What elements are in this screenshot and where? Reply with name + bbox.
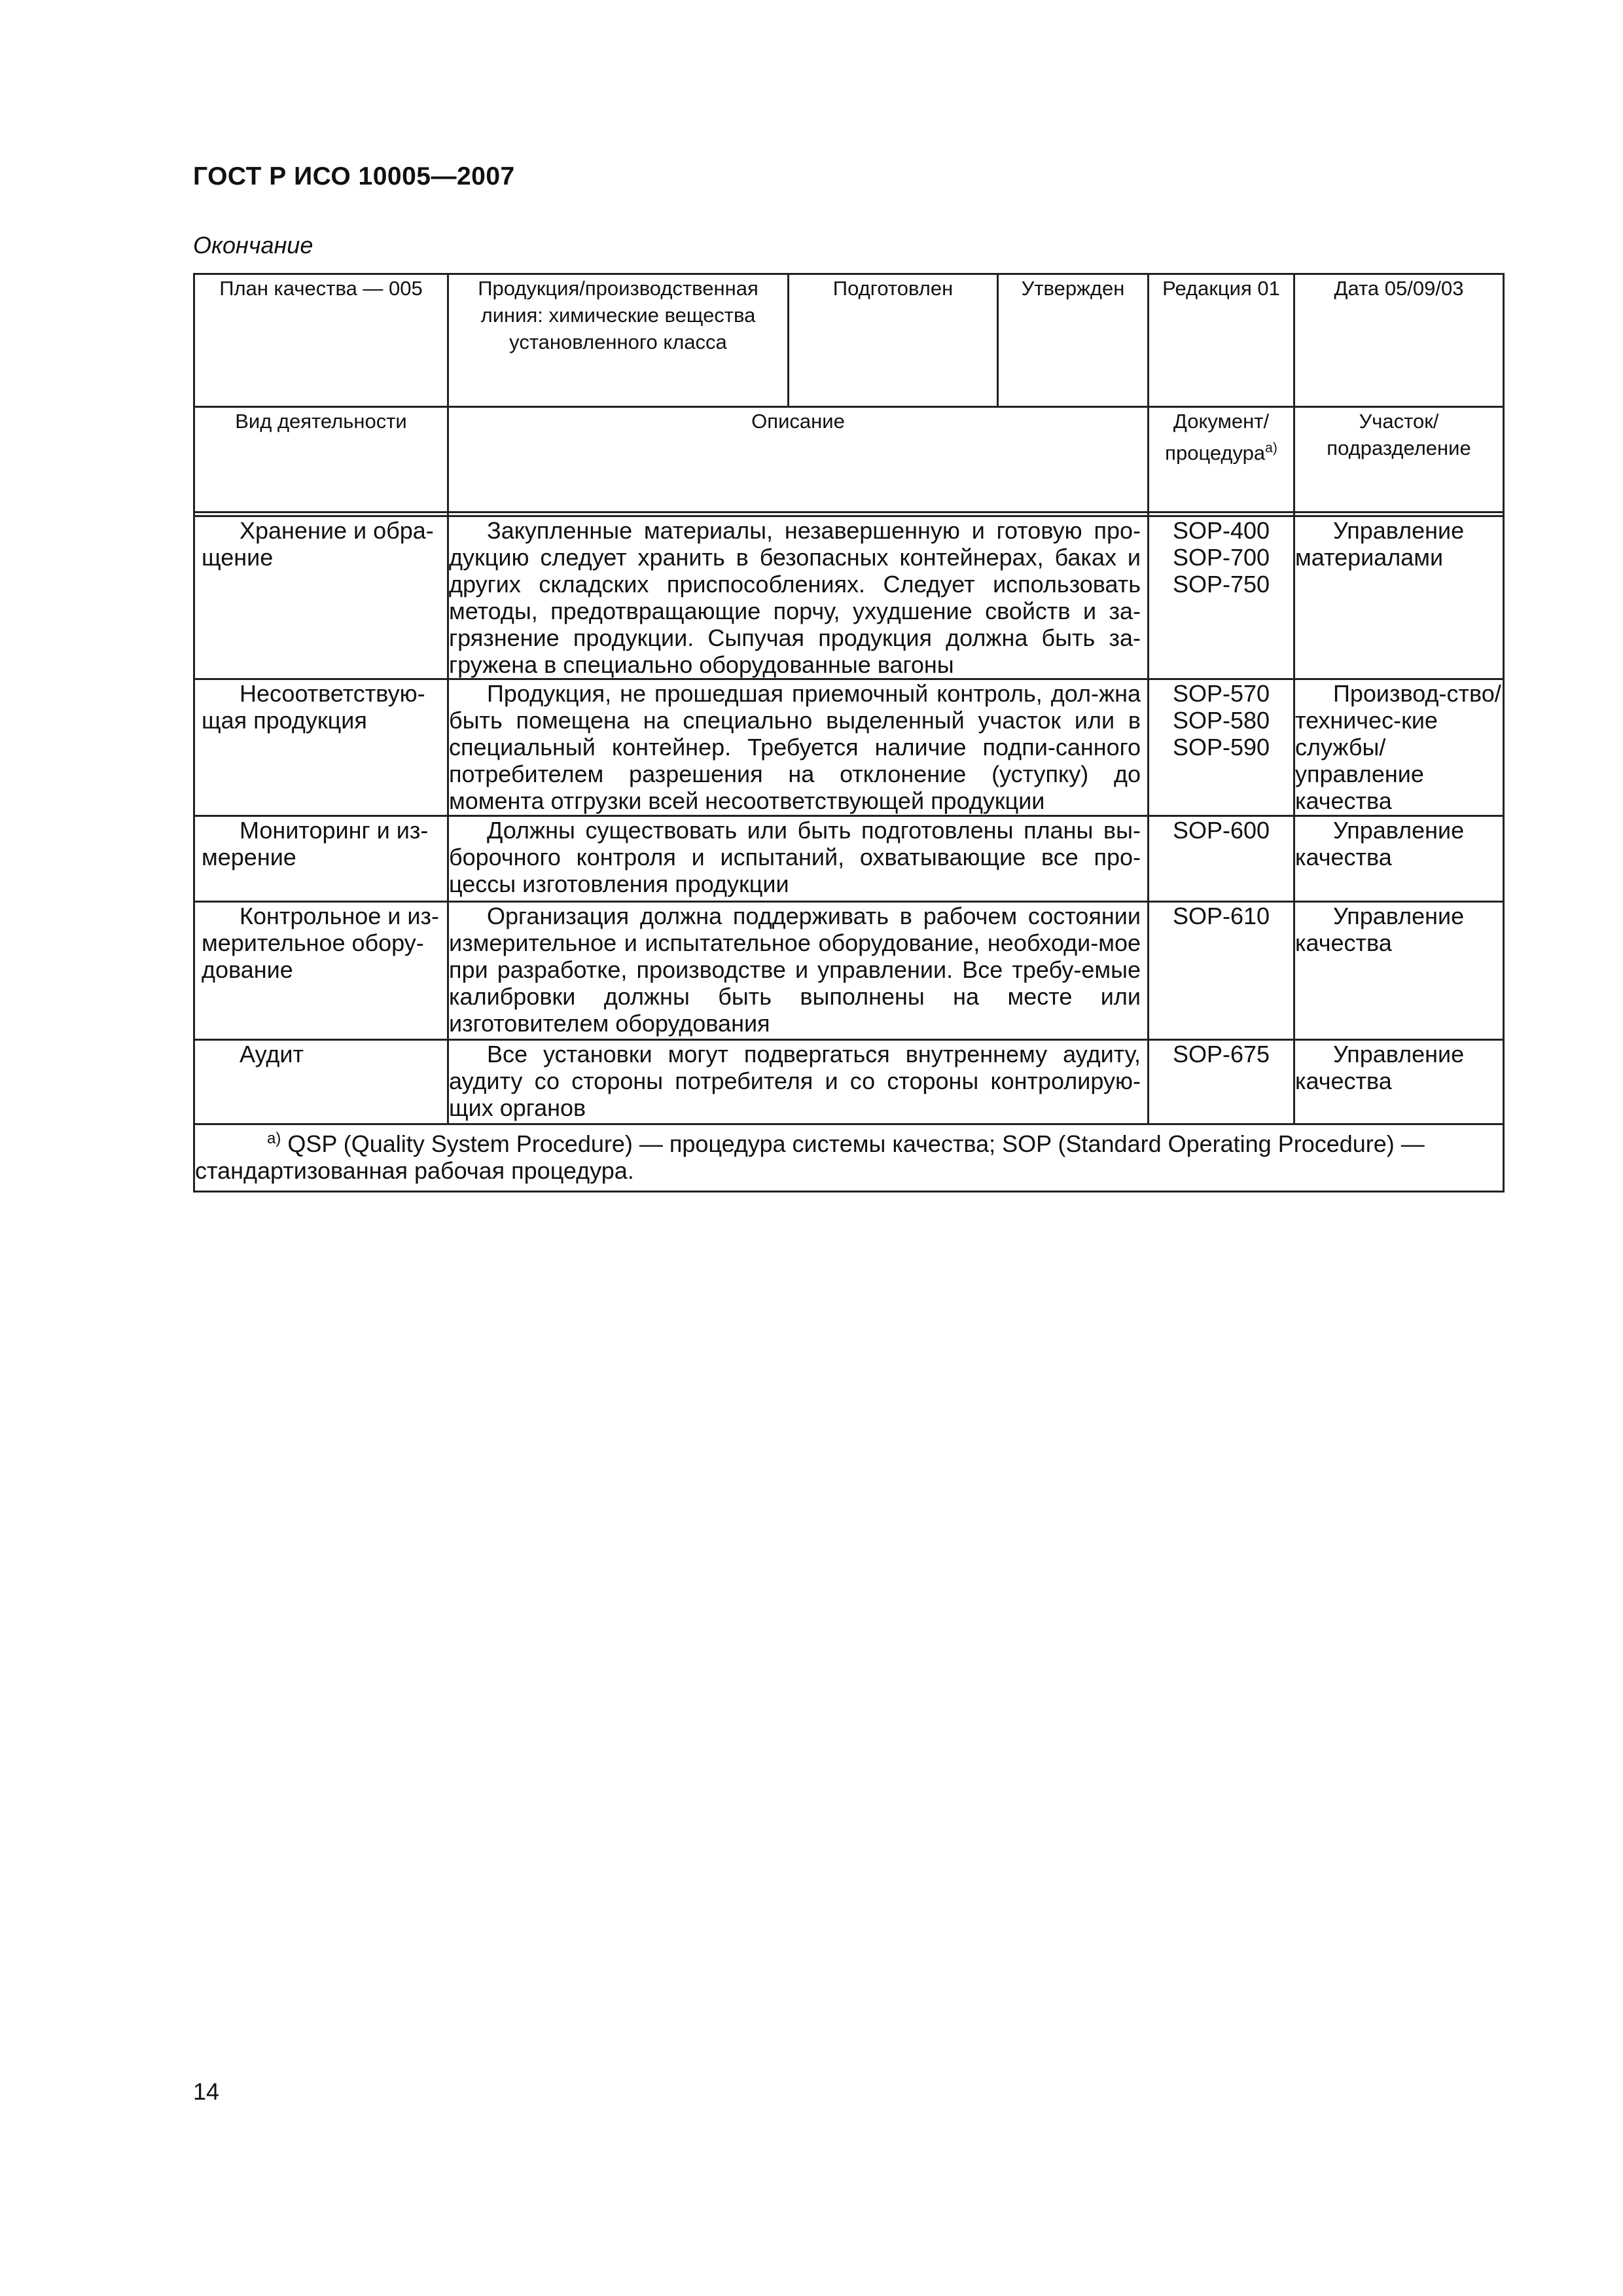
table-row bbox=[194, 902, 1504, 1040]
description-cell: Продукция, не прошедшая приемочный контроль, дол-жна быть помещена на специально выделенный участок или в специальный контейнер. Требуется наличие подпи-санного потребителем разрешения на отклонение (уступку) до момента отгрузки всей несоответствующей продукции bbox=[448, 679, 1149, 816]
table-row bbox=[194, 516, 1504, 679]
approved-cell: Утвержден bbox=[998, 274, 1149, 407]
section-column-header: Участок/ подразделение bbox=[1294, 407, 1504, 512]
section-cell: Производ-ство/техничес-кие службы/ управление качества bbox=[1294, 679, 1504, 816]
document-cell: SOP-600 bbox=[1149, 816, 1294, 902]
document-cell: SOP-570 SOP-580 SOP-590 bbox=[1149, 679, 1294, 816]
section-cell: Управление качества bbox=[1294, 816, 1504, 902]
activity-cell: Контрольное и из-мерительное обору-дование bbox=[194, 902, 448, 1040]
plan-info-row bbox=[194, 274, 1504, 407]
plan-number-cell: План качества — 005 bbox=[194, 274, 448, 407]
revision-cell: Редакция 01 bbox=[1149, 274, 1294, 407]
footnote-marker: a) bbox=[1265, 440, 1277, 456]
activity-cell: Несоответствую-щая продукция bbox=[194, 679, 448, 816]
section-cell: Управление качества bbox=[1294, 902, 1504, 1040]
footnote-cell bbox=[194, 1124, 1504, 1192]
product-line-cell: Продукция/производственная линия: химические вещества установленного класса bbox=[448, 274, 789, 407]
document-cell: SOP-610 bbox=[1149, 902, 1294, 1040]
column-header-row bbox=[194, 407, 1504, 512]
table-row bbox=[194, 816, 1504, 902]
activity-column-header: Вид деятельности bbox=[194, 407, 448, 512]
date-cell: Дата 05/09/03 bbox=[1294, 274, 1504, 407]
description-column-header: Описание bbox=[448, 407, 1149, 512]
footnote-mark: a) bbox=[267, 1130, 281, 1147]
section-cell: Управление материалами bbox=[1294, 516, 1504, 679]
section-cell: Управление качества bbox=[1294, 1040, 1504, 1124]
activity-cell: Аудит bbox=[194, 1040, 448, 1124]
footnote-row bbox=[194, 1124, 1504, 1192]
document-column-label: Документ/ процедура bbox=[1165, 410, 1270, 465]
description-cell: Закупленные материалы, незавершенную и готовую про-дукцию следует хранить в безопасных контейнерах, баках и других складских приспособлениях. Следует использовать методы, предотвращающие порчу, ухудшение свойств и за-грязнение продукции. Сыпучая продукция должна быть за-гружена в специально оборудованные вагоны bbox=[448, 516, 1149, 679]
footnote-text: QSP (Quality System Procedure) — процедура системы качества; SOP (Standard Operating Procedure) — стандартизованная рабочая процедура. bbox=[195, 1130, 1425, 1184]
continuation-label: Окончание bbox=[193, 232, 313, 259]
quality-plan-table bbox=[193, 273, 1505, 1193]
activity-cell: Хранение и обра-щение bbox=[194, 516, 448, 679]
document-cell: SOP-675 bbox=[1149, 1040, 1294, 1124]
table-row bbox=[194, 679, 1504, 816]
description-cell: Все установки могут подвергаться внутреннему аудиту, аудиту со стороны потребителя и со стороны контролирую-щих органов bbox=[448, 1040, 1149, 1124]
page-number: 14 bbox=[193, 2078, 220, 2105]
document-column-header bbox=[1149, 407, 1294, 512]
prepared-cell: Подготовлен bbox=[789, 274, 998, 407]
description-cell: Должны существовать или быть подготовлены планы вы-борочного контроля и испытаний, охватывающие все про-цессы изготовления продукции bbox=[448, 816, 1149, 902]
table-row bbox=[194, 1040, 1504, 1124]
description-cell: Организация должна поддерживать в рабочем состоянии измерительное и испытательное оборудование, необходи-мое при разработке, производстве и управлении. Все требу-емые калибровки должны быть выполнены на месте или изготовителем оборудования bbox=[448, 902, 1149, 1040]
activity-cell: Мониторинг и из-мерение bbox=[194, 816, 448, 902]
document-id-header: ГОСТ Р ИСО 10005—2007 bbox=[193, 162, 515, 190]
document-cell: SOP-400 SOP-700 SOP-750 bbox=[1149, 516, 1294, 679]
